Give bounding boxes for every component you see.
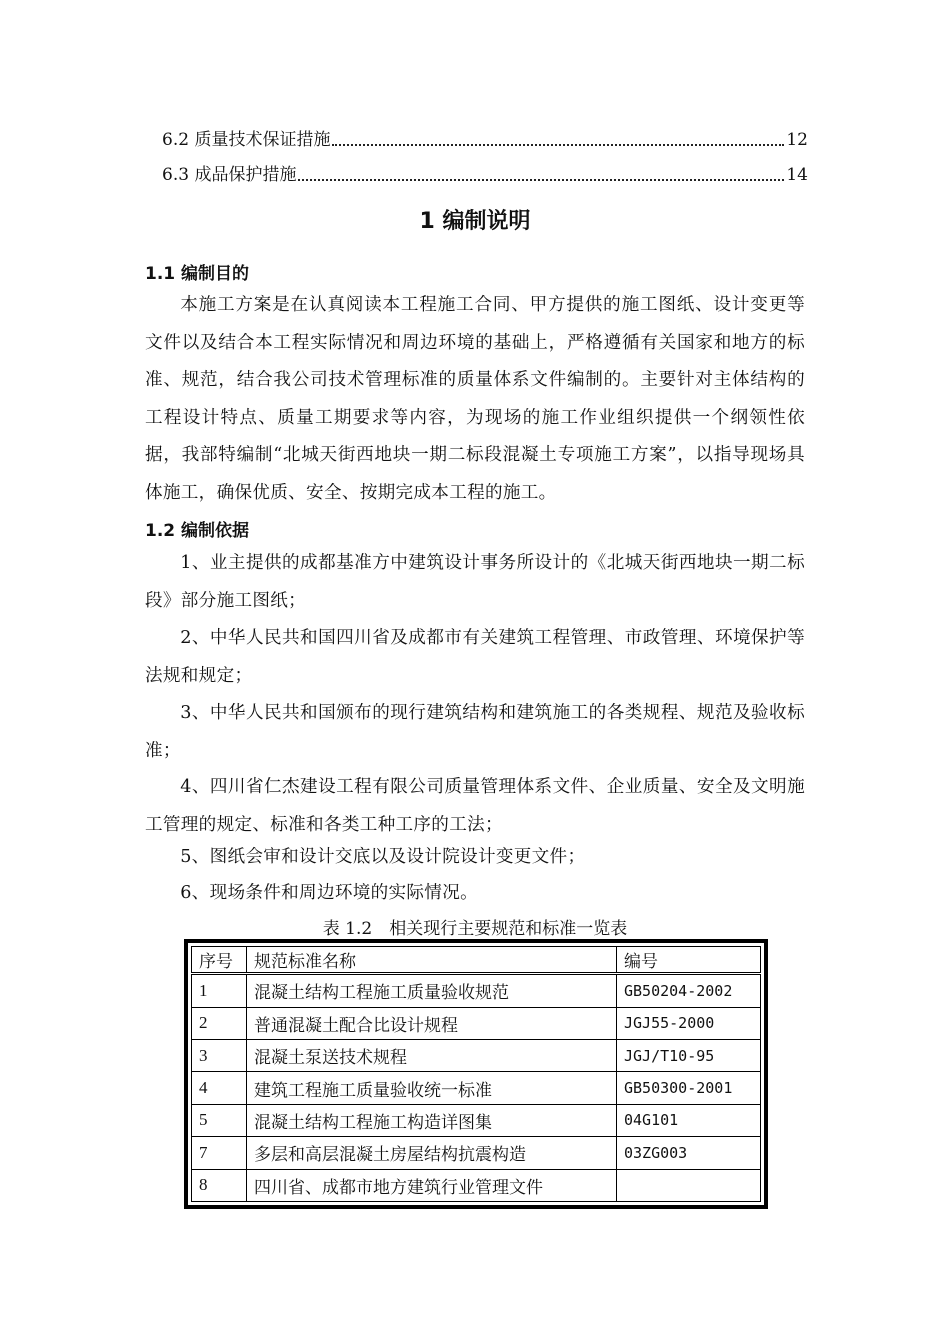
row-standard-name: 四川省、成都市地方建筑行业管理文件 (247, 1169, 617, 1201)
row-index: 1 (192, 974, 247, 1008)
basis-item: 3、中华人民共和国颁布的现行建筑结构和建筑施工的各类规程、规范及验收标准； (145, 703, 805, 761)
row-standard-name: 普通混凝土配合比设计规程 (247, 1007, 617, 1039)
standards-table-frame (184, 939, 768, 1209)
header-cell-code: 编号 (617, 947, 761, 974)
row-standard-code: JGJ55-2000 (617, 1007, 761, 1039)
toc-entry-page: 12 (786, 130, 808, 150)
table-row (192, 1072, 761, 1104)
standards-table (191, 946, 761, 1202)
table-row (192, 1137, 761, 1169)
row-index: 5 (192, 1104, 247, 1136)
table-header-row (192, 947, 761, 974)
row-standard-name: 混凝土结构工程施工质量验收规范 (247, 974, 617, 1008)
row-standard-name: 建筑工程施工质量验收统一标准 (247, 1072, 617, 1104)
row-standard-code: 04G101 (617, 1104, 761, 1136)
row-standard-name: 混凝土结构工程施工构造详图集 (247, 1104, 617, 1136)
basis-item: 6、现场条件和周边环境的实际情况。 (180, 883, 478, 903)
row-standard-name: 混凝土泵送技术规程 (247, 1040, 617, 1072)
toc-entry-text: 6.3 成品保护措施 (162, 165, 297, 185)
row-index: 2 (192, 1007, 247, 1039)
row-index: 3 (192, 1040, 247, 1072)
row-standard-code: GB50300-2001 (617, 1072, 761, 1104)
header-cell-index: 序号 (192, 947, 247, 974)
basis-item: 4、四川省仁杰建设工程有限公司质量管理体系文件、企业质量、安全及文明施工管理的规定、标准和各类工种工序的工法； (145, 777, 805, 835)
section-heading: 1.2 编制依据 (145, 521, 250, 541)
toc-entry[interactable] (162, 125, 808, 151)
toc-leader-dots (298, 179, 784, 181)
table-row (192, 1040, 761, 1072)
basis-item: 2、中华人民共和国四川省及成都市有关建筑工程管理、市政管理、环境保护等法规和规定； (145, 628, 805, 686)
row-index: 4 (192, 1072, 247, 1104)
row-standard-code: GB50204-2002 (617, 974, 761, 1008)
table-row (192, 974, 761, 1008)
chapter-title: 1 编制说明 (419, 209, 531, 234)
row-standard-code: 03ZG003 (617, 1137, 761, 1169)
row-standard-code: JGJ/T10-95 (617, 1040, 761, 1072)
basis-item: 5、图纸会审和设计交底以及设计院设计变更文件； (180, 847, 586, 867)
toc-entry-page: 14 (786, 165, 808, 185)
toc-leader-dots (332, 144, 784, 146)
toc-entry[interactable] (162, 160, 808, 186)
header-cell-name: 规范标准名称 (247, 947, 617, 974)
row-index: 8 (192, 1169, 247, 1201)
section-heading: 1.1 编制目的 (145, 264, 250, 284)
table-row (192, 1007, 761, 1039)
row-standard-name: 多层和高层混凝土房屋结构抗震构造 (247, 1137, 617, 1169)
toc-entry-text: 6.2 质量技术保证措施 (162, 130, 331, 150)
row-index: 7 (192, 1137, 247, 1169)
table-caption: 表 1.2 相关现行主要规范和标准一览表 (322, 919, 628, 939)
table-row (192, 1104, 761, 1136)
purpose-paragraph: 本施工方案是在认真阅读本工程施工合同、甲方提供的施工图纸、设计变更等文件以及结合本工程实际情况和周边环境的基础上，严格遵循有关国家和地方的标准、规范，结合我公司技术管理标准的质量体系文件编制的。主要针对主体结构的工程设计特点、质量工期要求等内容，为现场的施工作业组织提供一个纲领性依据，我部特编制“北城天街西地块一期二标段混凝土专项施工方案”，以指导现场具体施工，确保优质、安全、按期完成本工程的施工。 (145, 295, 805, 503)
table-row (192, 1169, 761, 1201)
basis-item: 1、业主提供的成都基准方中建筑设计事务所设计的《北城天街西地块一期二标段》部分施工图纸； (145, 553, 805, 611)
row-standard-code (617, 1169, 761, 1201)
